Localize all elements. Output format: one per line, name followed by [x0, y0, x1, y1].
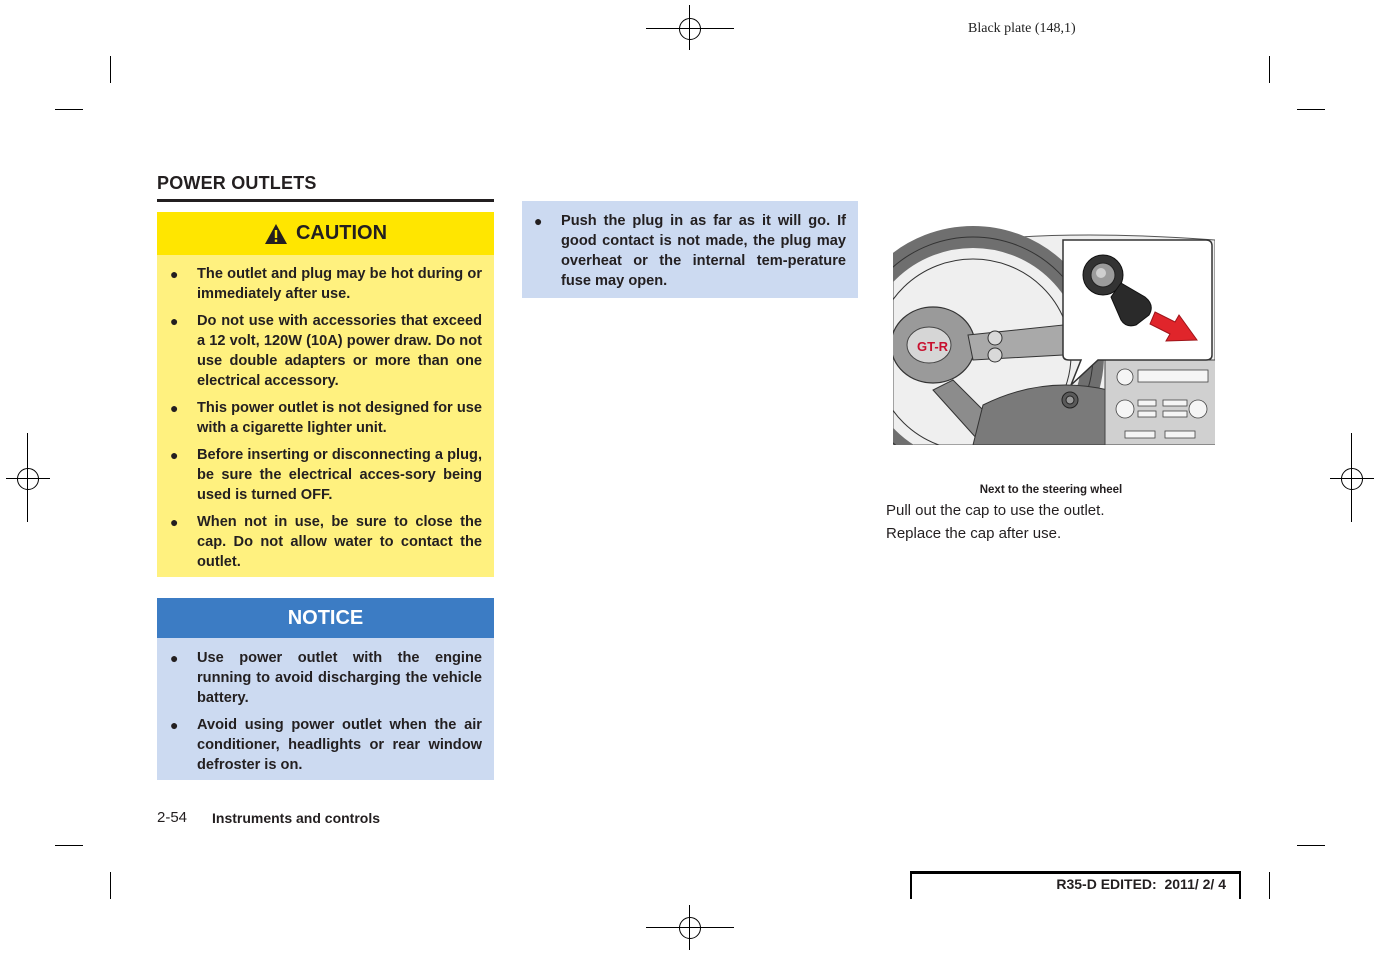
- caution-box: [157, 212, 494, 577]
- list-item: ● Do not use with accessories that exceed a 12 volt, 120W (10A) power draw. Do not use double adapters or more than one electrical accessory.: [170, 313, 482, 389]
- notice-list: [170, 648, 482, 782]
- edited-label: R35-D EDITED: 2011/ 2/ 4: [1056, 876, 1226, 892]
- bullet-icon: ●: [170, 514, 179, 530]
- body-paragraph: Replace the cap after use.: [886, 525, 1062, 542]
- page-number: 2-54: [157, 809, 188, 826]
- notice-header: [157, 598, 494, 638]
- caution-header: [157, 212, 494, 255]
- notice-heading: NOTICE: [287, 606, 364, 629]
- power-outlet-illustration: [893, 205, 1215, 445]
- list-item: ● Before inserting or disconnecting a plug, be sure the electrical acces-sory being used is turned OFF.: [170, 447, 482, 503]
- figure-caption: Next to the steering wheel: [979, 484, 1123, 496]
- list-item: ● Use power outlet with the engine running to avoid discharging the vehicle battery.: [170, 650, 482, 706]
- list-item: ● The outlet and plug may be hot during or immediately after use.: [170, 266, 482, 302]
- caution-heading: CAUTION: [295, 222, 388, 244]
- bullet-icon: ●: [170, 717, 179, 733]
- list-item: ● Avoid using power outlet when the air conditioner, headlights or rear window defroster is on.: [170, 717, 482, 773]
- list-item: ● This power outlet is not designed for use with a cigarette lighter unit.: [170, 400, 482, 436]
- list-item: ● When not in use, be sure to close the cap. Do not allow water to contact the outlet.: [170, 514, 482, 570]
- section-title: POWER OUTLETS: [157, 173, 494, 202]
- bullet-icon: ●: [170, 400, 179, 416]
- body-paragraph: Pull out the cap to use the outlet.: [886, 502, 1105, 519]
- bullet-icon: ●: [534, 213, 543, 229]
- caution-list: [170, 264, 482, 579]
- list-item: ● Push the plug in as far as it will go. If good contact is not made, the plug may overheat or the internal tem-perature fuse may open.: [534, 213, 846, 289]
- bullet-icon: ●: [170, 266, 179, 282]
- bullet-icon: ●: [170, 650, 179, 666]
- bullet-icon: ●: [170, 447, 179, 463]
- warning-triangle-icon: [264, 223, 288, 245]
- footer-section-name: Instruments and controls: [212, 810, 381, 826]
- notice-box: [157, 598, 494, 780]
- push-note-list: [534, 211, 846, 298]
- plate-label: Black plate (148,1): [968, 21, 1076, 36]
- edited-box: [910, 871, 1241, 899]
- bullet-icon: ●: [170, 313, 179, 329]
- gtr-emblem: GT-R: [917, 339, 949, 354]
- push-note-box: [522, 201, 858, 298]
